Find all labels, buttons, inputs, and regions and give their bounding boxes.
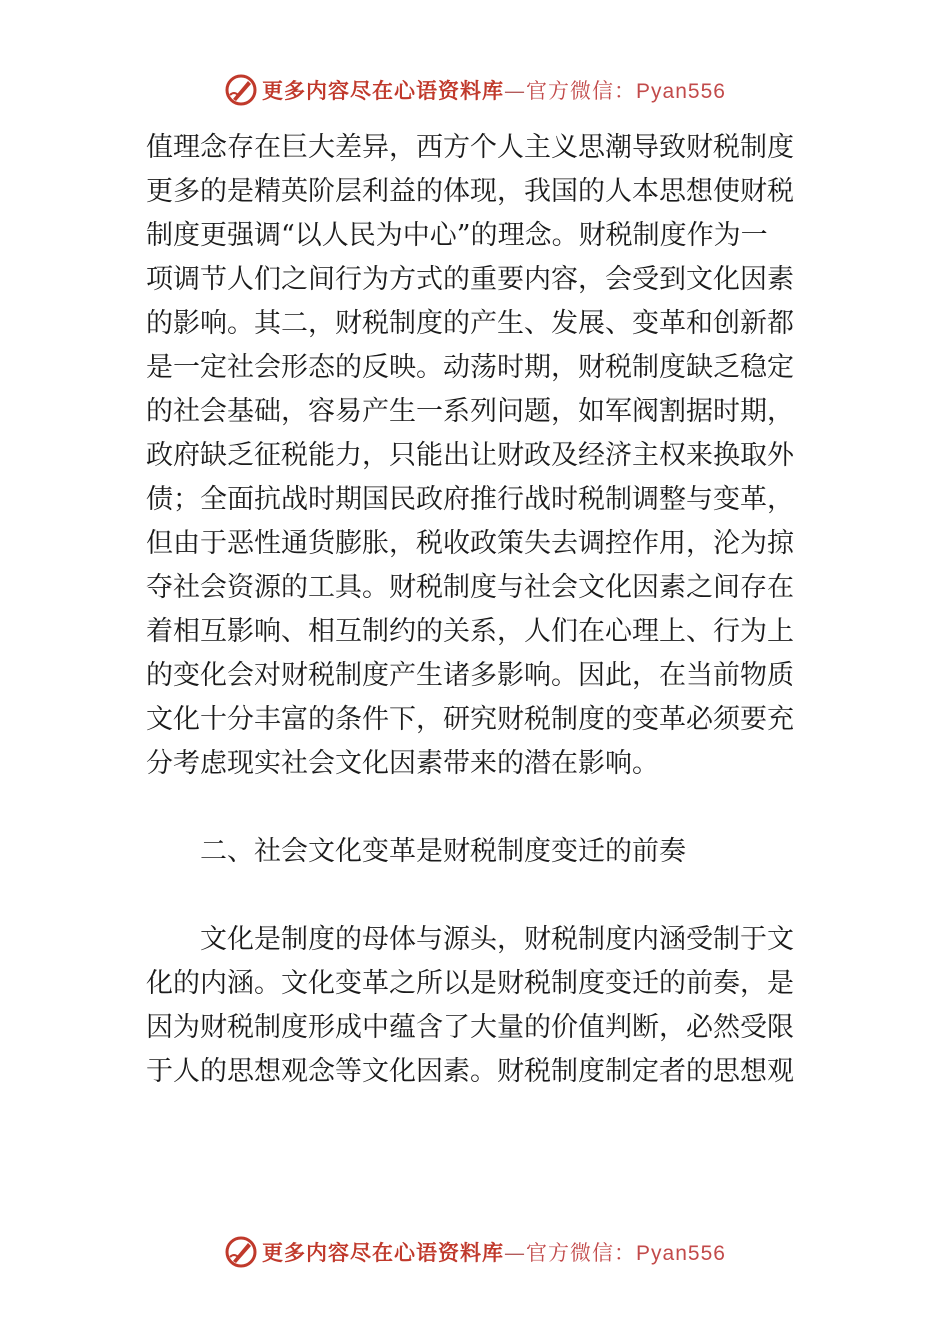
text-line: 的社会基础，容易产生一系列问题，如军阀割据时期， (146, 396, 794, 427)
header-watermark-banner (0, 70, 950, 110)
text-line: 文化是制度的母体与源头，财税制度内涵受制于文 (200, 924, 794, 955)
text-line: 但由于恶性通货膨胀，税收政策失去调控作用，沦为掠 (146, 528, 794, 559)
text-line: 于人的思想观念等文化因素。财税制度制定者的思想观 (146, 1056, 794, 1087)
banner-wechat-label: 官方微信： (526, 79, 637, 103)
text-line: 制度更强调“以人民为中心”的理念。财税制度作为一 (146, 220, 768, 251)
banner-wechat-id: Pyan556 (636, 80, 726, 103)
document-body (146, 126, 806, 1094)
banner-text (262, 75, 726, 105)
footer-watermark-banner (0, 1232, 950, 1272)
banner-wechat-id: Pyan556 (636, 1242, 726, 1265)
text-line: 着相互影响、相互制约的关系，人们在心理上、行为上 (146, 616, 794, 647)
section-heading: 二、社会文化变革是财税制度变迁的前奏 (200, 836, 686, 867)
banner-text (262, 1237, 726, 1267)
text-line: 值理念存在巨大差异，西方个人主义思潮导致财税制度 (146, 132, 794, 163)
text-line: 文化十分丰富的条件下，研究财税制度的变革必须要充 (146, 704, 794, 735)
text-line: 的变化会对财税制度产生诸多影响。因此，在当前物质 (146, 660, 794, 691)
text-line: 夺社会资源的工具。财税制度与社会文化因素之间存在 (146, 572, 794, 603)
text-line: 债；全面抗战时期国民政府推行战时税制调整与变革， (146, 484, 794, 515)
text-line: 化的内涵。文化变革之所以是财税制度变迁的前奏，是 (146, 968, 794, 999)
text-line: 更多的是精英阶层利益的体现，我国的人本思想使财税 (146, 176, 794, 207)
quill-circle-logo-icon (224, 73, 258, 107)
banner-wechat-label: 官方微信： (526, 1241, 637, 1265)
text-line: 项调节人们之间行为方式的重要内容，会受到文化因素 (146, 264, 794, 295)
banner-prefix: 更多内容尽在心语资料库 (262, 78, 505, 103)
paragraph-1 (146, 126, 806, 786)
banner-separator: — (504, 79, 527, 103)
text-line: 因为财税制度形成中蕴含了大量的价值判断，必然受限 (146, 1012, 794, 1043)
banner-separator: — (504, 1241, 527, 1265)
banner-prefix: 更多内容尽在心语资料库 (262, 1240, 505, 1265)
text-line: 政府缺乏征税能力，只能出让财政及经济主权来换取外 (146, 440, 794, 471)
text-line: 是一定社会形态的反映。动荡时期，财税制度缺乏稳定 (146, 352, 794, 383)
paragraph-2 (146, 918, 806, 1094)
text-line: 的影响。其二，财税制度的产生、发展、变革和创新都 (146, 308, 794, 339)
quill-circle-logo-icon (224, 1235, 258, 1269)
text-line: 分考虑现实社会文化因素带来的潜在影响。 (146, 748, 659, 779)
